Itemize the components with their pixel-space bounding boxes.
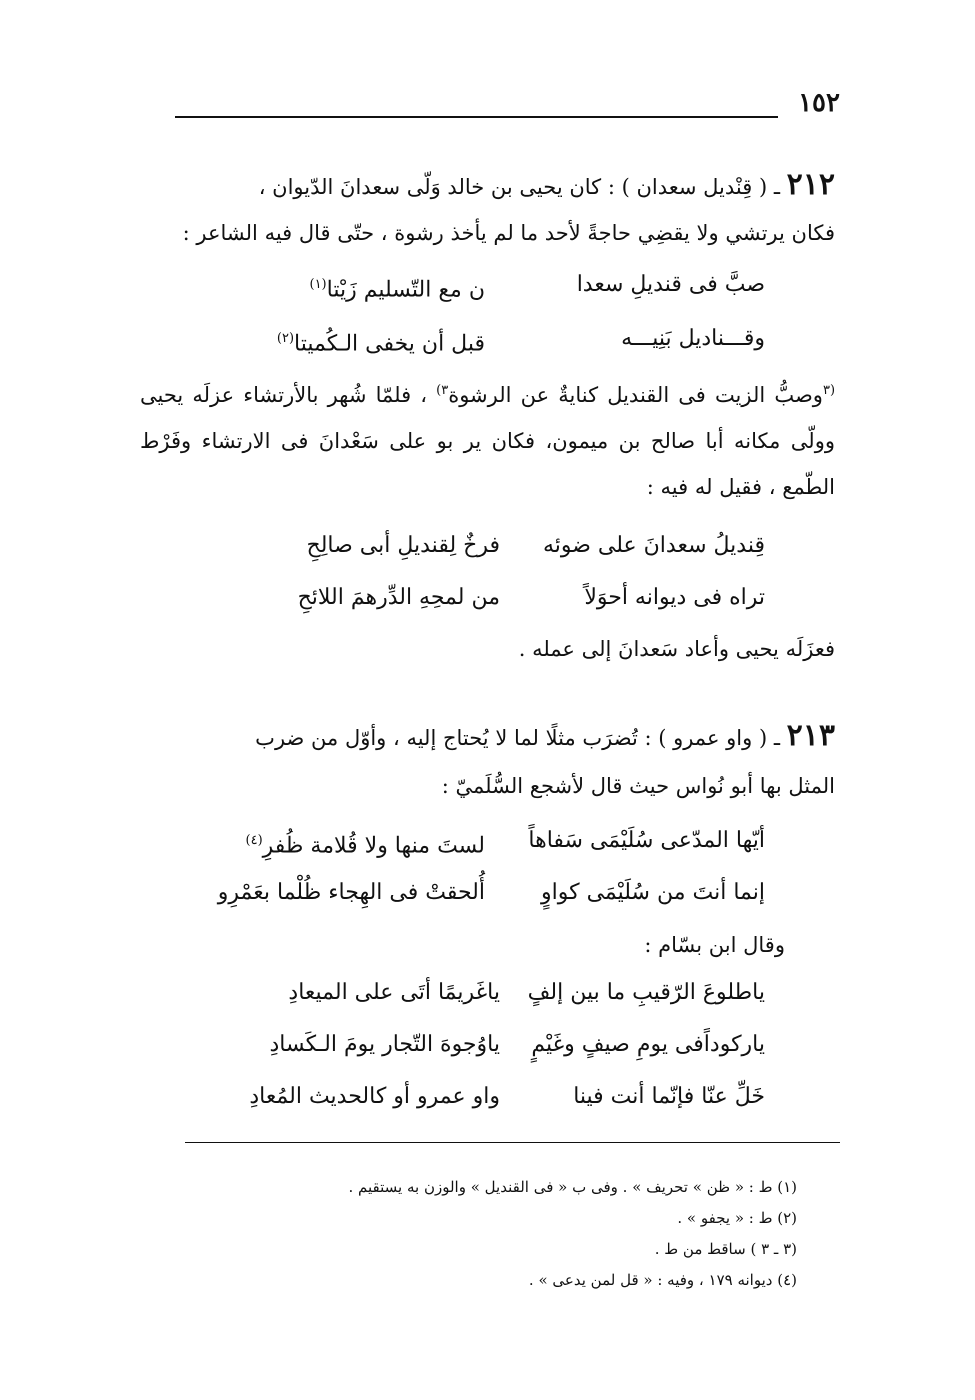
verse-hemistich-second <box>235 316 485 367</box>
verse-hemistich-first: ياطلوعَ الرّقيبِ ما بين إلفٍ <box>527 980 765 1005</box>
entry-213-heading <box>140 713 835 761</box>
entry-212-line2: فكان يرتشي ولا يقضِي حاجةً لأحد ما لم يأخذ رشوة ، حتّى قال فيه الشاعر : <box>182 221 835 245</box>
header-rule <box>175 116 778 118</box>
verse-hemistich-first: صبَّ فى قنديلِ سعدا <box>576 272 765 297</box>
entry-213-verse-3 <box>250 970 765 1016</box>
entry-213-line2: المثل بها أبو نُواس حيث قال لأشجع السُّلَميّ : <box>441 774 835 798</box>
entry-212-verse-3 <box>250 523 765 569</box>
paragraph-text-a: وصبُّ الزيت فى القنديل كنايةٌ عن الرشوة <box>448 383 823 407</box>
verse-hemistich-first: ياركوداًفى يومِ صيفٍ وغَيْمٍ <box>531 1032 765 1057</box>
entry-213-number: ٢١٣ <box>786 718 835 753</box>
verse-hemistich-second: من لمحِهِ الدِّرهمَ اللائحِ <box>297 585 500 610</box>
verse-hemistich-first: تراه فى ديوانه أحوَلاً <box>584 585 765 610</box>
entry-213-verse-2 <box>217 870 765 916</box>
footnotes <box>240 1172 797 1296</box>
verse-hemistich-second: أُلحقتْ فى الهِجاء ظُلْما بعَمْرِو <box>217 880 485 905</box>
verse-text: ن مع التّسليم زَيْتا <box>326 277 485 303</box>
paragraph-text-b: ، فلمّا شُهر بالأرتشاء عزلَه يحيى وولّى مكانه أبا صالح بن ميمون، فكان ير بو على سَعْدانَ فى الارتشاء وفَرْط الطّمع ، فقيل له فيه : <box>140 383 835 499</box>
footnote-ref-4: (٤) <box>245 833 263 848</box>
verse-text: قبل أن يخفى الـكُميتا <box>294 331 485 357</box>
footnote-ref-1: (١) <box>309 277 327 292</box>
verse-hemistich-first: أيّها المدّعى سُلَيْمَى سَفاهاً <box>528 828 765 853</box>
footnote-rule <box>185 1142 840 1143</box>
verse-hemistich-second: ياغَريمًا أتَى على الميعادِ <box>288 980 500 1005</box>
entry-212-closing: فعزَلَه يحيى وأعاد سَعدانَ إلى عمله . <box>518 637 835 661</box>
verse-hemistich-second: ياوُجوهَ التّجار يومَ الـكَسادِ <box>269 1032 500 1057</box>
footnote-ref-3-start: (٣ <box>822 383 836 398</box>
page-header <box>175 88 840 128</box>
entry-212-verse-1 <box>235 262 765 308</box>
entry-212-heading-text: ـ ( قِنْديل سعدان ) : كان يحيى بن خالد وَلّى سعدانَ الدّيوان ، <box>258 175 787 199</box>
verse-hemistich-second: واو عمرو أو كالحديث المُعادِ <box>249 1084 500 1109</box>
footnote-2: (٢) ط : « يجفو » . <box>677 1209 797 1227</box>
verse-hemistich-first: قِنديلُ سعدانَ على ضوئه <box>542 533 765 558</box>
page-number: ١٥٢ <box>798 88 840 118</box>
verse-hemistich-first: وقـــناديل بَنِيـــه <box>621 326 765 351</box>
entry-213-intro: وقال ابن بسّام : <box>644 933 785 957</box>
verse-hemistich-second: فرخٌ لِقنديلِ أبى صالِحِ <box>306 533 500 558</box>
entry-212-paragraph <box>140 368 835 510</box>
entry-212-verse-4 <box>250 575 765 621</box>
entry-212-number: ٢١٢ <box>786 167 835 202</box>
entry-213-heading-text: ـ ( واو عمرو ) : تُضرَب مثلًا لما لا يُحتاج إليه ، وأوّل من ضرب <box>255 726 787 750</box>
verse-text: لستَ منها ولا قُلامة ظُفرِ <box>262 833 485 859</box>
footnote-4: (٤) ديوانه ١٧٩ ، وفيه : « قل لمن يدعى » . <box>528 1271 797 1289</box>
entry-213-verse-1 <box>235 818 765 864</box>
entry-212-verse-2 <box>235 316 765 362</box>
verse-hemistich-first: خَلِّ عنّا فإنّما أنت فينا <box>573 1084 765 1109</box>
footnote-1: (١) ط : « ظن » تحريف » . وفى ب « فى القنديل » والوزن به يستقيم . <box>348 1178 797 1196</box>
entry-212-heading <box>140 162 835 210</box>
footnote-ref-2: (٢) <box>276 331 295 346</box>
verse-hemistich-second <box>235 262 485 313</box>
entry-213-verse-5 <box>250 1074 765 1120</box>
verse-hemistich-second <box>235 818 485 869</box>
footnote-ref-3-end: ٣) <box>436 383 449 398</box>
entry-213-verse-4 <box>250 1022 765 1068</box>
verse-hemistich-first: إنما أنتَ من سُلَيْمَى كواوٍ <box>541 880 765 905</box>
footnote-3: (٣ ـ ٣ ) ساقط من ط . <box>654 1240 797 1258</box>
